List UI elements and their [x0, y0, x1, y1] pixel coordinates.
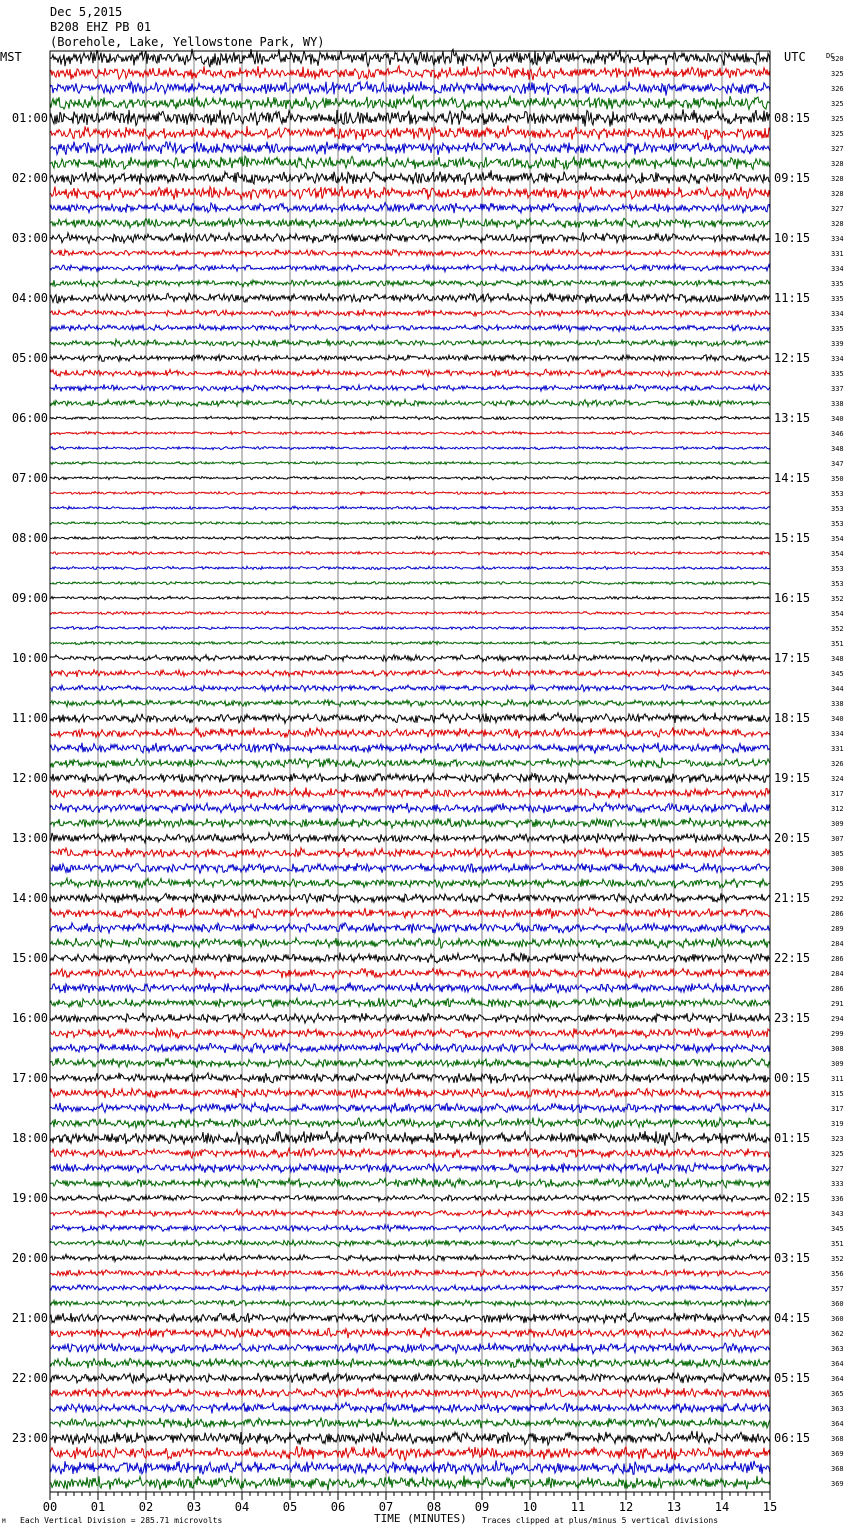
trace-row-30: [50, 506, 770, 510]
utc-hour-label: 17:15: [774, 651, 811, 665]
dc-value: 348: [831, 655, 844, 663]
dc-value: 353: [831, 490, 844, 498]
dc-value: 357: [831, 1285, 844, 1293]
dc-offset-values: [831, 55, 844, 1488]
dc-value: 334: [831, 730, 844, 738]
trace-row-72: [50, 1131, 770, 1146]
utc-hour-label: 10:15: [774, 231, 811, 245]
trace-row-44: [50, 713, 770, 724]
trace-row-66: [50, 1043, 770, 1053]
dc-value: 368: [831, 1465, 844, 1473]
dc-value: 345: [831, 1225, 844, 1233]
trace-row-91: [50, 1418, 770, 1428]
dc-value: 328: [831, 160, 844, 168]
dc-value: 286: [831, 955, 844, 963]
dc-value: 362: [831, 1330, 844, 1338]
dc-value: 333: [831, 1180, 844, 1188]
trace-row-81: [50, 1269, 770, 1276]
dc-value: 369: [831, 1480, 844, 1488]
dc-value: 309: [831, 820, 844, 828]
utc-hour-label: 11:15: [774, 291, 811, 305]
trace-row-10: [50, 203, 770, 214]
dc-value: 325: [831, 70, 844, 78]
dc-value: 284: [831, 940, 844, 948]
dc-value: 319: [831, 1120, 844, 1128]
trace-row-56: [50, 893, 770, 903]
dc-value: 295: [831, 880, 844, 888]
utc-hour-label: 03:15: [774, 1251, 811, 1265]
dc-value: 328: [831, 190, 844, 198]
dc-value: 325: [831, 130, 844, 138]
vertical-division-note: Each Vertical Division = 285.71 microvolts: [20, 1516, 223, 1525]
trace-row-12: [50, 232, 770, 244]
trace-row-59: [50, 938, 770, 948]
trace-row-29: [50, 491, 770, 494]
mst-hour-labels: [12, 111, 48, 1445]
trace-row-33: [50, 551, 770, 555]
dc-value: 291: [831, 1000, 844, 1008]
trace-row-42: [50, 685, 770, 692]
trace-row-31: [50, 521, 770, 524]
trace-row-6: [50, 142, 770, 155]
x-tick-label: 08: [426, 1500, 442, 1514]
dc-value: 335: [831, 295, 844, 303]
corner-mark: M: [2, 1518, 6, 1525]
trace-row-20: [50, 355, 770, 362]
mst-hour-label: 14:00: [11, 891, 48, 905]
mst-hour-label: 01:00: [11, 111, 48, 125]
mst-hour-label: 19:00: [11, 1191, 48, 1205]
dc-value: 327: [831, 145, 844, 153]
trace-row-93: [50, 1446, 770, 1460]
seismic-traces: [50, 49, 770, 1491]
trace-row-13: [50, 249, 770, 256]
dc-value: 326: [831, 760, 844, 768]
utc-hour-labels: [774, 111, 810, 1445]
x-tick-label: 06: [330, 1500, 346, 1514]
dc-value: 325: [831, 100, 844, 108]
utc-hour-label: 09:15: [774, 171, 811, 185]
trace-row-43: [50, 700, 770, 707]
dc-value: 325: [831, 1150, 844, 1158]
dc-value: 339: [831, 340, 844, 348]
dc-value: 292: [831, 895, 844, 903]
dc-value: 354: [831, 550, 844, 558]
dc-value: 335: [831, 280, 844, 288]
dc-value: 307: [831, 835, 844, 843]
mst-hour-label: 20:00: [11, 1251, 48, 1265]
trace-row-94: [50, 1460, 770, 1474]
x-tick-label: 11: [570, 1500, 586, 1514]
dc-value: 335: [831, 370, 844, 378]
trace-row-84: [50, 1313, 770, 1323]
dc-value: 324: [831, 775, 844, 783]
dc-value: 323: [831, 1135, 844, 1143]
x-tick-label: 10: [522, 1500, 538, 1514]
dc-value: 363: [831, 1345, 844, 1353]
dc-value: 299: [831, 1030, 844, 1038]
trace-row-73: [50, 1148, 770, 1158]
dc-value: 356: [831, 1270, 844, 1278]
trace-row-41: [50, 670, 770, 677]
trace-row-57: [50, 908, 770, 919]
mst-hour-label: 06:00: [11, 411, 48, 425]
trace-row-75: [50, 1178, 770, 1189]
dc-value: 334: [831, 235, 844, 243]
dc-value: 352: [831, 595, 844, 603]
mst-hour-label: 21:00: [11, 1311, 48, 1325]
trace-row-40: [50, 654, 770, 661]
trace-row-86: [50, 1343, 770, 1354]
left-timezone-label: MST: [0, 50, 22, 64]
trace-row-28: [50, 476, 770, 480]
dc-value: 338: [831, 700, 844, 708]
dc-value: 326: [831, 85, 844, 93]
dc-value: 311: [831, 1075, 844, 1083]
utc-hour-label: 01:15: [774, 1131, 811, 1145]
dc-value: 353: [831, 505, 844, 513]
dc-value: 320: [831, 55, 844, 63]
trace-row-34: [50, 566, 770, 570]
utc-hour-label: 15:15: [774, 531, 811, 545]
trace-row-22: [50, 384, 770, 391]
trace-row-46: [50, 743, 770, 754]
right-timezone-label: UTC: [784, 50, 806, 64]
mst-hour-label: 23:00: [11, 1431, 48, 1445]
dc-value: 328: [831, 220, 844, 228]
mst-hour-label: 22:00: [11, 1371, 48, 1385]
utc-hour-label: 21:15: [774, 891, 811, 905]
mst-hour-label: 10:00: [11, 651, 48, 665]
dc-value: 334: [831, 310, 844, 318]
trace-row-7: [50, 156, 770, 169]
x-tick-label: 05: [282, 1500, 298, 1514]
x-tick-label: 07: [378, 1500, 394, 1514]
dc-value: 364: [831, 1420, 844, 1428]
trace-row-88: [50, 1372, 770, 1383]
trace-row-4: [50, 109, 770, 126]
trace-row-58: [50, 923, 770, 934]
dc-value: 328: [831, 175, 844, 183]
trace-row-1: [50, 66, 770, 80]
trace-row-69: [50, 1088, 770, 1098]
dc-value: 348: [831, 445, 844, 453]
trace-row-3: [50, 96, 770, 111]
utc-hour-label: 13:15: [774, 411, 811, 425]
x-tick-label: 14: [714, 1500, 730, 1514]
mst-hour-label: 11:00: [11, 711, 48, 725]
trace-row-54: [50, 863, 770, 874]
dc-value: 300: [831, 865, 844, 873]
dc-value: 289: [831, 925, 844, 933]
dc-value: 360: [831, 1300, 844, 1308]
dc-value: 309: [831, 1060, 844, 1068]
dc-value: 353: [831, 520, 844, 528]
dc-value: 338: [831, 400, 844, 408]
trace-row-39: [50, 641, 770, 645]
dc-value: 284: [831, 970, 844, 978]
x-tick-label: 03: [186, 1500, 202, 1514]
trace-row-83: [50, 1300, 770, 1307]
dc-value: 286: [831, 985, 844, 993]
dc-value: 354: [831, 610, 844, 618]
dc-value: 336: [831, 1195, 844, 1203]
trace-row-78: [50, 1225, 770, 1232]
trace-row-47: [50, 758, 770, 768]
utc-hour-label: 06:15: [774, 1431, 811, 1445]
dc-value: 351: [831, 1240, 844, 1248]
trace-row-67: [50, 1058, 770, 1068]
trace-row-26: [50, 446, 770, 450]
trace-row-50: [50, 803, 770, 814]
trace-row-23: [50, 400, 770, 407]
trace-row-65: [50, 1028, 770, 1038]
x-tick-label: 09: [474, 1500, 490, 1514]
trace-row-80: [50, 1254, 770, 1261]
dc-value: 337: [831, 385, 844, 393]
dc-value: 334: [831, 355, 844, 363]
mst-hour-label: 18:00: [11, 1131, 48, 1145]
trace-row-18: [50, 324, 770, 331]
trace-row-70: [50, 1103, 770, 1113]
trace-row-82: [50, 1285, 770, 1292]
trace-row-21: [50, 369, 770, 376]
x-axis-label: TIME (MINUTES): [374, 1512, 467, 1525]
trace-row-90: [50, 1403, 770, 1414]
dc-value: 364: [831, 1360, 844, 1368]
trace-row-74: [50, 1163, 770, 1174]
dc-value: 360: [831, 1315, 844, 1323]
trace-row-38: [50, 626, 770, 630]
dc-value: 340: [831, 415, 844, 423]
dc-value: 368: [831, 1435, 844, 1443]
dc-value: 335: [831, 325, 844, 333]
trace-row-85: [50, 1328, 770, 1339]
trace-row-63: [50, 997, 770, 1008]
chart-date: Dec 5,2015: [50, 5, 123, 19]
mst-hour-label: 15:00: [11, 951, 48, 965]
trace-row-9: [50, 186, 770, 200]
x-axis: [43, 1492, 777, 1514]
trace-row-27: [50, 461, 770, 465]
trace-row-71: [50, 1118, 770, 1128]
dc-value: 352: [831, 1255, 844, 1263]
trace-row-45: [50, 727, 770, 738]
trace-row-19: [50, 339, 770, 346]
mst-hour-label: 12:00: [11, 771, 48, 785]
dc-value: 327: [831, 205, 844, 213]
trace-row-49: [50, 788, 770, 799]
trace-row-16: [50, 293, 770, 304]
dc-value: 346: [831, 430, 844, 438]
dc-value: 364: [831, 1375, 844, 1383]
trace-row-61: [50, 968, 770, 979]
x-tick-label: 04: [234, 1500, 250, 1514]
dc-value: 315: [831, 1090, 844, 1098]
utc-hour-label: 19:15: [774, 771, 811, 785]
station-location: (Borehole, Lake, Yellowstone Park, WY): [50, 35, 325, 49]
trace-row-89: [50, 1388, 770, 1399]
dc-value: 350: [831, 475, 844, 483]
utc-hour-label: 22:15: [774, 951, 811, 965]
trace-row-64: [50, 1013, 770, 1023]
utc-hour-label: 14:15: [774, 471, 811, 485]
dc-value: 331: [831, 250, 844, 258]
trace-row-32: [50, 536, 770, 540]
utc-hour-label: 08:15: [774, 111, 811, 125]
dc-value: 312: [831, 805, 844, 813]
trace-row-5: [50, 125, 770, 140]
trace-row-25: [50, 431, 770, 434]
trace-row-0: [50, 49, 770, 67]
trace-row-68: [50, 1073, 770, 1084]
dc-value: 352: [831, 625, 844, 633]
utc-hour-label: 18:15: [774, 711, 811, 725]
trace-row-11: [50, 218, 770, 229]
utc-hour-label: 12:15: [774, 351, 811, 365]
trace-row-53: [50, 848, 770, 858]
trace-row-36: [50, 596, 770, 600]
dc-value: 354: [831, 535, 844, 543]
x-tick-label: 01: [90, 1500, 106, 1514]
trace-row-55: [50, 878, 770, 888]
dc-value: 369: [831, 1450, 844, 1458]
mst-hour-label: 02:00: [11, 171, 48, 185]
trace-row-17: [50, 310, 770, 317]
x-tick-label: 13: [666, 1500, 682, 1514]
dc-value: 365: [831, 1390, 844, 1398]
dc-column-label: DC: [826, 52, 835, 60]
dc-value: 308: [831, 1045, 844, 1053]
trace-row-62: [50, 982, 770, 993]
dc-value: 344: [831, 685, 844, 693]
utc-hour-label: 04:15: [774, 1311, 811, 1325]
utc-hour-label: 02:15: [774, 1191, 811, 1205]
dc-value: 325: [831, 115, 844, 123]
trace-row-95: [50, 1476, 770, 1491]
trace-row-77: [50, 1210, 770, 1217]
trace-row-14: [50, 264, 770, 271]
dc-value: 347: [831, 460, 844, 468]
dc-value: 345: [831, 670, 844, 678]
dc-value: 317: [831, 1105, 844, 1113]
x-tick-label: 15: [762, 1500, 778, 1514]
dc-value: 351: [831, 640, 844, 648]
mst-hour-label: 05:00: [11, 351, 48, 365]
clip-note: Traces clipped at plus/minus 5 vertical divisions: [482, 1516, 719, 1525]
dc-value: 334: [831, 265, 844, 273]
dc-value: 363: [831, 1405, 844, 1413]
dc-value: 353: [831, 580, 844, 588]
dc-value: 286: [831, 910, 844, 918]
mst-hour-label: 07:00: [11, 471, 48, 485]
mst-hour-label: 13:00: [11, 831, 48, 845]
dc-value: 343: [831, 1210, 844, 1218]
trace-row-92: [50, 1431, 770, 1445]
mst-hour-label: 17:00: [11, 1071, 48, 1085]
trace-row-87: [50, 1358, 770, 1369]
dc-value: 340: [831, 715, 844, 723]
station-code: B208 EHZ PB 01: [50, 20, 152, 34]
dc-value: 331: [831, 745, 844, 753]
trace-row-51: [50, 818, 770, 829]
mst-hour-label: 08:00: [11, 531, 48, 545]
dc-value: 317: [831, 790, 844, 798]
dc-value: 294: [831, 1015, 844, 1023]
trace-row-79: [50, 1240, 770, 1247]
dc-value: 305: [831, 850, 844, 858]
dc-value: 353: [831, 565, 844, 573]
utc-hour-label: 16:15: [774, 591, 811, 605]
mst-hour-label: 04:00: [11, 291, 48, 305]
x-tick-label: 12: [618, 1500, 634, 1514]
trace-row-37: [50, 611, 770, 615]
trace-row-76: [50, 1195, 770, 1202]
dc-value: 327: [831, 1165, 844, 1173]
trace-row-60: [50, 953, 770, 963]
mst-hour-label: 16:00: [11, 1011, 48, 1025]
utc-hour-label: 23:15: [774, 1011, 811, 1025]
trace-row-2: [50, 81, 770, 95]
x-tick-label: 00: [42, 1500, 58, 1514]
trace-row-48: [50, 773, 770, 784]
utc-hour-label: 00:15: [774, 1071, 811, 1085]
trace-row-8: [50, 170, 770, 185]
trace-row-15: [50, 280, 770, 287]
utc-hour-label: 20:15: [774, 831, 811, 845]
mst-hour-label: 09:00: [11, 591, 48, 605]
mst-hour-label: 03:00: [11, 231, 48, 245]
trace-row-52: [50, 833, 770, 844]
x-tick-label: 02: [138, 1500, 154, 1514]
utc-hour-label: 05:15: [774, 1371, 811, 1385]
trace-row-35: [50, 581, 770, 585]
trace-row-24: [50, 416, 770, 420]
